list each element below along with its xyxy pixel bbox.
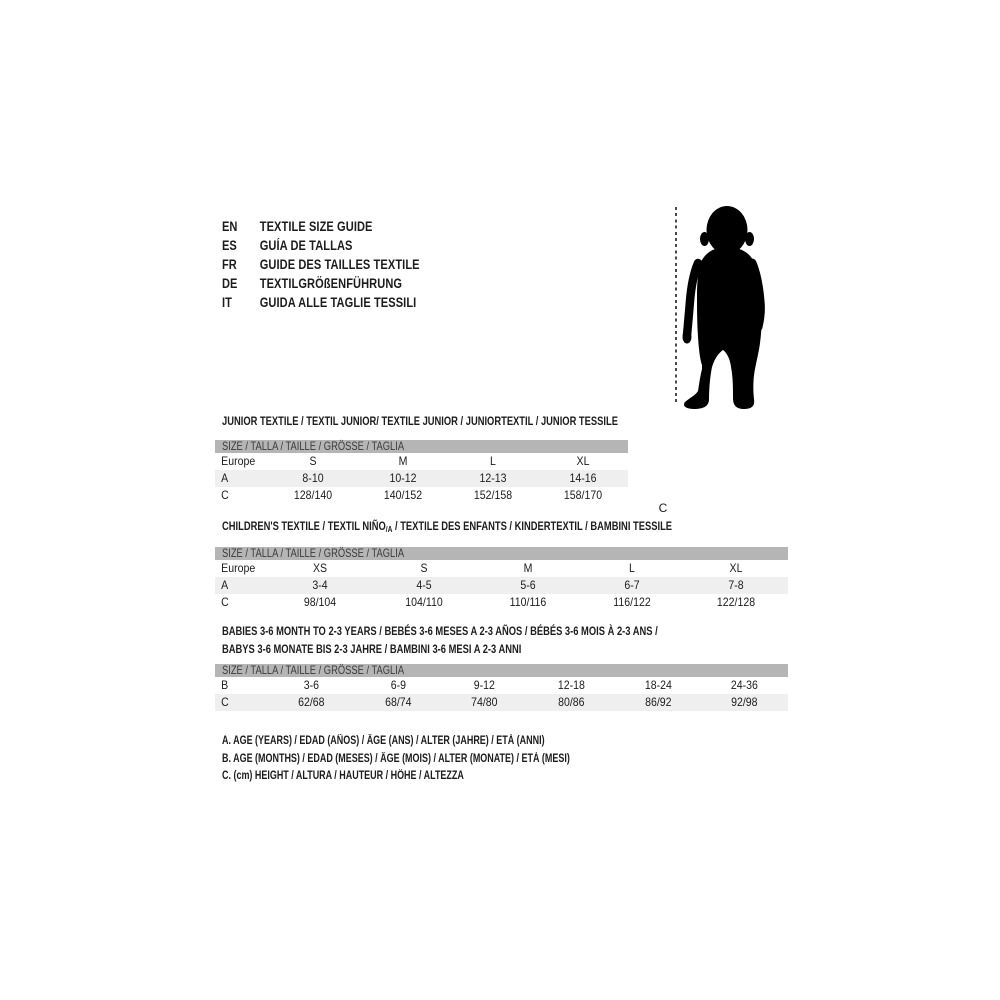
table-cell: 104/110 (405, 595, 443, 609)
table-cell: 3-6 (303, 678, 319, 692)
language-label: TEXTILGRÖßENFÜHRUNG (259, 276, 403, 291)
table-cell: 4-5 (416, 578, 432, 592)
row-label: Europe (221, 561, 256, 575)
table-row (215, 577, 788, 594)
language-label: TEXTILE SIZE GUIDE (259, 219, 373, 234)
row-label: A (221, 471, 229, 485)
table-cell: 14-16 (569, 471, 597, 485)
size-header-label: SIZE / TALLA / TAILLE / GRÖSSE / TAGLIA (222, 546, 405, 560)
row-label: C (221, 595, 229, 609)
table-row (215, 560, 788, 577)
title-segment: BABYS 3-6 MONATE BIS 2-3 JAHRE / BAMBINI 3-6 MESI A 2-3 ANNI (222, 642, 522, 656)
table-title (215, 517, 788, 535)
table-cell: 86/92 (644, 695, 672, 709)
table-cell: 9-12 (474, 678, 496, 692)
toddler-silhouette-icon (678, 203, 768, 410)
size-header-bar (215, 547, 788, 560)
babies-textile-table (215, 622, 788, 711)
language-code: DE (222, 276, 238, 291)
legend-lines (222, 733, 668, 786)
table-cell: M (398, 454, 408, 468)
language-label: GUIDA ALLE TAGLIE TESSILI (259, 295, 417, 310)
legend-line (222, 751, 668, 769)
legend-line (222, 768, 668, 786)
table-grid (215, 547, 788, 611)
table-title-row (222, 517, 788, 535)
table-row (215, 594, 788, 611)
legend-line-text: B. AGE (MONTHS) / EDAD (MESES) / ÂGE (MOIS) / ALTER (MONATE) / ETÀ (MESI) (222, 752, 570, 765)
language-row (222, 217, 420, 236)
language-code: FR (222, 257, 237, 272)
table-cell: 62/68 (298, 695, 325, 709)
height-marker-label: C (658, 501, 668, 515)
language-row (222, 236, 420, 255)
table-cell: 7-8 (728, 578, 744, 592)
table-title-line (222, 412, 618, 430)
language-row (222, 293, 420, 312)
row-label: C (221, 695, 229, 709)
legend-line-text: C. (cm) HEIGHT / ALTURA / HAUTEUR / HÖHE / ALTEZZA (222, 770, 464, 782)
title-segment: CHILDREN'S TEXTILE / TEXTIL NIÑO (222, 519, 386, 533)
table-cell: 12-13 (479, 471, 507, 485)
height-measure-line (675, 207, 677, 405)
row-label: C (221, 488, 229, 502)
table-row (215, 453, 628, 470)
table-cell: XS (312, 561, 328, 575)
title-segment: JUNIOR TEXTILE / TEXTIL JUNIOR/ TEXTILE JUNIOR / JUNIORTEXTIL / JUNIOR TESSILE (222, 414, 618, 428)
row-label: B (221, 678, 229, 692)
table-grid (215, 664, 788, 711)
table-cell: XL (576, 454, 590, 468)
table-cell: 68/74 (384, 695, 412, 709)
table-cell: S (420, 561, 428, 575)
title-segment: BABIES 3-6 MONTH TO 2-3 YEARS / BEBÉS 3-6 MESES A 2-3 AÑOS / BÉBÉS 3-6 MOIS À 2-3 ANS / (222, 624, 658, 638)
table-cell: 24-36 (731, 678, 759, 692)
table-cell: 3-4 (312, 578, 328, 592)
language-code: EN (222, 219, 238, 234)
language-list (222, 217, 463, 312)
language-label: GUIDE DES TAILLES TEXTILE (259, 257, 420, 272)
table-rows (215, 453, 628, 504)
table-rows (215, 677, 788, 711)
table-title-row (222, 622, 788, 640)
table-cell: 116/122 (613, 595, 651, 609)
language-code: IT (222, 295, 232, 310)
language-label: GUÍA DE TALLAS (259, 238, 353, 253)
row-label: A (221, 578, 229, 592)
childrens-textile-table (215, 517, 788, 611)
table-cell: 140/152 (383, 488, 423, 502)
table-cell: S (309, 454, 317, 468)
table-cell: 80/86 (558, 695, 585, 709)
table-cell: 12-18 (557, 678, 585, 692)
size-header-label: SIZE / TALLA / TAILLE / GRÖSSE / TAGLIA (222, 663, 405, 677)
table-cell: XL (729, 561, 743, 575)
table-cell: 122/128 (716, 595, 756, 609)
language-row (222, 255, 420, 274)
table-title-line (222, 622, 658, 640)
legend-line (222, 733, 668, 751)
language-row (222, 274, 420, 293)
table-cell: 74/80 (471, 695, 498, 709)
row-label: Europe (221, 454, 256, 468)
table-row (215, 677, 788, 694)
title-segment: / TEXTILE DES ENFANTS / KINDERTEXTIL / BAMBINI TESSILE (392, 519, 673, 533)
table-title-row (222, 412, 628, 430)
table-title-row (222, 640, 788, 658)
table-title-line (222, 640, 521, 658)
table-cell: 6-9 (390, 678, 406, 692)
table-title-line (222, 517, 672, 535)
table-cell: L (490, 454, 496, 468)
table-cell: 6-7 (624, 578, 640, 592)
title-subscript: /A (385, 524, 393, 534)
figure-height-illustration (648, 196, 788, 515)
table-grid (215, 440, 628, 504)
language-code: ES (222, 238, 237, 253)
table-cell: L (629, 561, 635, 575)
table-cell: 92/98 (731, 695, 758, 709)
table-cell: M (523, 561, 533, 575)
junior-textile-table (215, 412, 628, 504)
table-cell: 110/116 (509, 595, 547, 609)
table-title (215, 412, 628, 430)
table-cell: 5-6 (520, 578, 536, 592)
legend-line-text: A. AGE (YEARS) / EDAD (AÑOS) / ÂGE (ANS) / ALTER (JAHRE) / ETÀ (ANNI) (222, 735, 545, 747)
table-row (215, 694, 788, 711)
table-cell: 10-12 (389, 471, 417, 485)
legend (222, 733, 668, 786)
size-header-label: SIZE / TALLA / TAILLE / GRÖSSE / TAGLIA (222, 439, 405, 453)
table-rows (215, 560, 788, 611)
table-cell: 98/104 (303, 595, 337, 609)
table-row (215, 470, 628, 487)
size-header-bar (215, 440, 628, 453)
table-cell: 158/170 (563, 488, 603, 502)
table-cell: 128/140 (293, 488, 333, 502)
table-cell: 18-24 (644, 678, 672, 692)
table-cell: 8-10 (302, 471, 324, 485)
size-header-bar (215, 664, 788, 677)
table-title (215, 622, 788, 658)
table-cell: 152/158 (473, 488, 513, 502)
table-row (215, 487, 628, 504)
